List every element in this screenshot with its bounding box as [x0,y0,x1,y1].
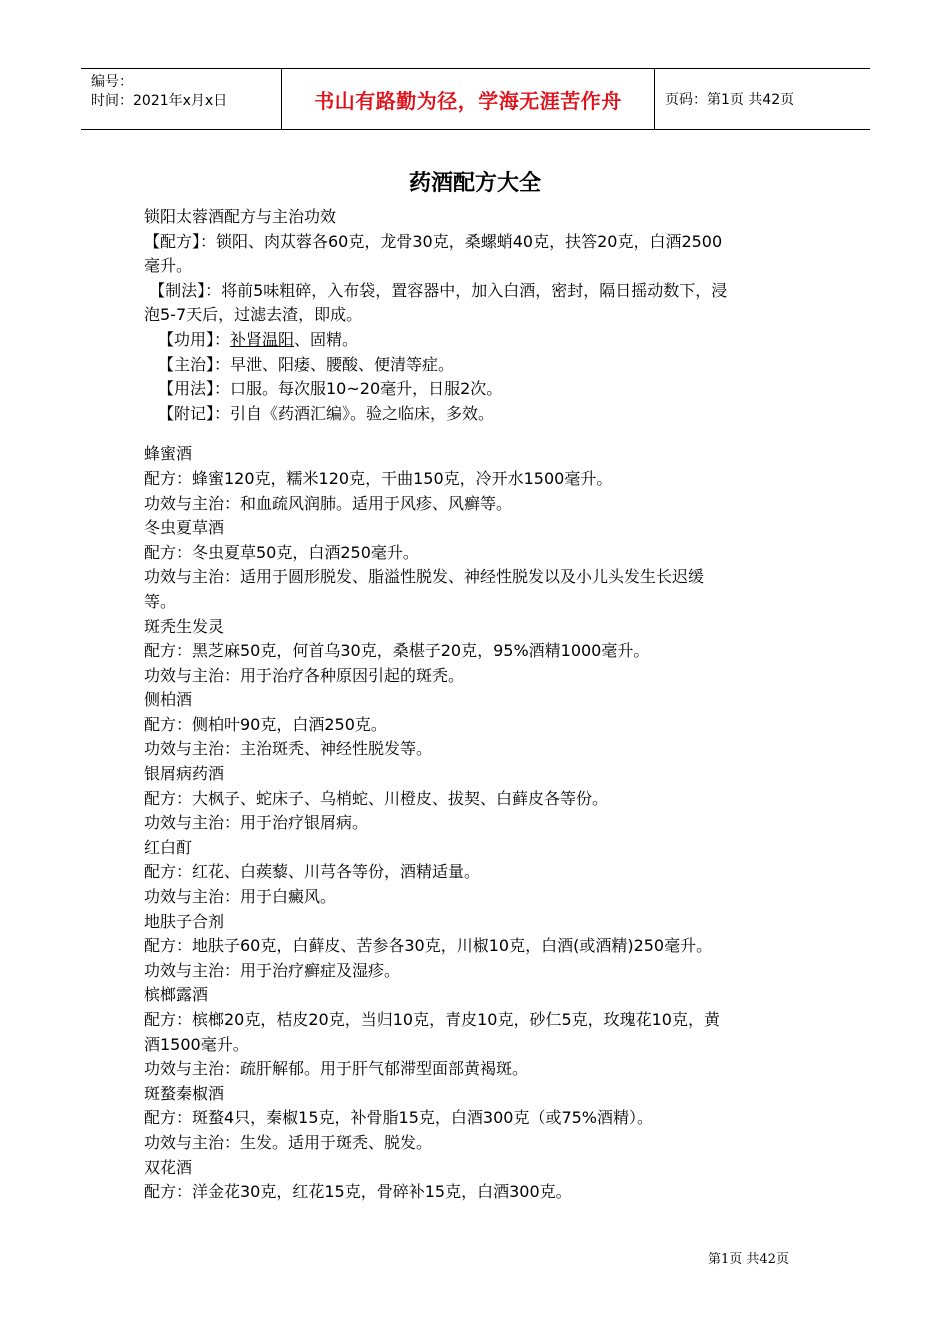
text-line: 配方：大枫子、蛇床子、乌梢蛇、川橙皮、拔契、白藓皮各等份。 [144,788,609,808]
recipe-method-line: 泡5-7天后，过滤去渣，即成。 [144,305,363,325]
text-line: 配方：斑蝥4只，秦椒15克，补骨脂15克，白酒300克（或75%酒精）。 [144,1108,654,1128]
recipe-name: 锁阳太蓉酒配方与主治功效 [144,207,337,226]
text-line: 地肤子合剂 [144,911,225,931]
text-line: 功效与主治：适用于圆形脱发、脂溢性脱发、神经性脱发以及小儿头发生长迟缓 [144,567,705,587]
text-line: 配方：槟榔20克，桔皮20克，当归10克，青皮10克，砂仁5克，玫瑰花10克，黄 [144,1010,720,1029]
text-line: 功效与主治：疏肝解郁。用于肝气郁滞型面部黄褐斑。 [144,1059,529,1079]
document-body [144,205,814,1205]
text-line: 功效与主治：生发。适用于斑秃、脱发。 [144,1132,433,1152]
recipe-formula-line: 毫升。 [144,256,193,276]
text-line: 斑蝥秦椒酒 [144,1083,225,1103]
text-line: 功效与主治：用于治疗各种原因引起的斑秃。 [144,665,465,685]
text-line: 侧柏酒 [144,690,193,710]
text-line: 功效与主治：用于白癜风。 [144,887,337,907]
recipe-method-line: 【制法】：将前5味粗碎，入布袋，置容器中，加入白酒，密封，隔日摇动数下，浸 [144,280,728,300]
text-line: 配方：洋金花30克，红花15克，骨碎补15克，白酒300克。 [144,1182,572,1202]
function-rest: 、固精。 [294,329,359,349]
recipe-function [144,328,814,353]
text-line: 等。 [144,591,177,611]
text-line: 配方：地肤子60克，白藓皮、苦参各30克，川椒10克，白酒(或酒精)250毫升。 [144,936,713,956]
text-line: 功效与主治：用于治疗癣症及湿疹。 [144,960,401,980]
header-page-label: 页码：第1页 共42页 [665,92,795,108]
number-label: 编号： [91,74,133,90]
recipe-indication: 【主治】：早泄、阳痿、腰酸、便清等症。 [158,354,455,374]
page-header [81,68,870,130]
text-line: 配方：红花、白蒺藜、川芎各等份，酒精适量。 [144,862,481,882]
function-prefix: 【功用】： [158,329,231,349]
text-line: 银屑病药酒 [144,764,225,784]
document-title: 药酒配方大全 [408,170,541,196]
text-line: 红白酊 [144,837,193,857]
recipe-note: 【附记】：引自《药酒汇编》。验之临床，多效。 [158,403,495,423]
text-line: 功效与主治：主治斑秃、神经性脱发等。 [144,739,433,759]
header-meta [81,69,282,129]
text-line: 功效与主治：和血疏风润肺。适用于风疹、风癣等。 [144,493,513,513]
recipe-usage: 【用法】：口服。每次服10~20毫升，日服2次。 [158,379,503,399]
function-underlined: 补肾温阳 [230,329,295,349]
text-line: 功效与主治：用于治疗银屑病。 [144,813,369,833]
text-line: 酒1500毫升。 [144,1034,249,1054]
recipe-list [144,442,814,1204]
header-motto: 书山有路勤为径，学海无涯苦作舟 [282,69,655,129]
recipe-formula-line: 【配方】：锁阳、肉苁蓉各60克，龙骨30克，桑螺蛸40克，扶答20克，白酒2500 [144,231,723,251]
time-label: 时间：2021年x月x日 [91,93,228,109]
text-line: 蜂蜜酒 [144,444,193,464]
text-line: 配方：冬虫夏草50克，白酒250毫升。 [144,542,419,562]
text-line: 槟榔露酒 [144,985,209,1005]
text-line: 配方：蜂蜜120克，糯米120克，干曲150克，冷开水1500毫升。 [144,468,613,488]
text-line: 冬虫夏草酒 [144,518,225,538]
text-line: 双花酒 [144,1157,193,1177]
text-line: 斑秃生发灵 [144,616,225,636]
page-footer: 第1页 共42页 [708,1252,789,1267]
text-line: 配方：黑芝麻50克，何首乌30克，桑椹子20克，95%酒精1000毫升。 [144,641,650,661]
text-line: 配方：侧柏叶90克，白酒250克。 [144,714,387,734]
